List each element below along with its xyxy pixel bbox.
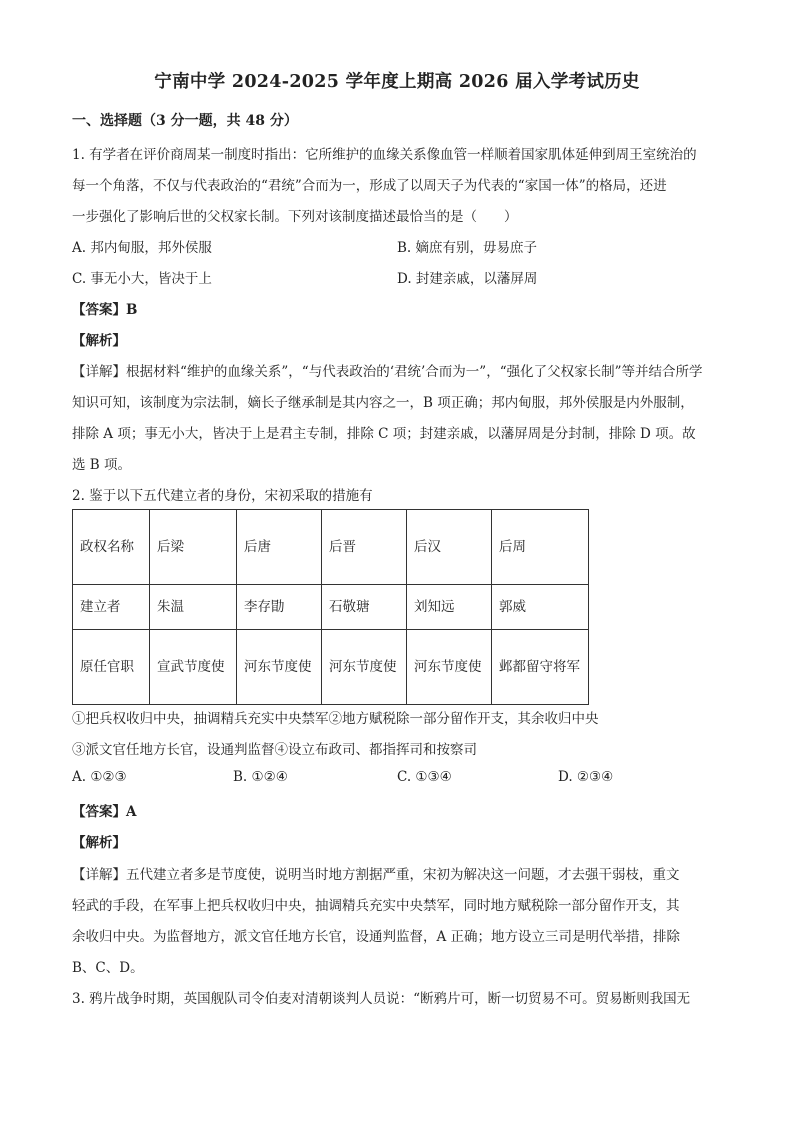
table-cell: 建立者 (73, 585, 150, 630)
question-2-analysis-label: 【解析】 (72, 835, 126, 851)
question-2-option-c: C. ①③④ (397, 769, 452, 785)
table-cell: 河东节度使 (237, 630, 322, 705)
table-cell: 李存勖 (237, 585, 322, 630)
table-cell: 石敬瑭 (322, 585, 407, 630)
table-row (73, 585, 589, 630)
table-cell: 河东节度使 (322, 630, 407, 705)
question-1-stem-line: 一步强化了影响后世的父权家长制。下列对该制度描述最恰当的是（ ） (72, 209, 518, 225)
question-1-option-b: B. 嫡庶有别，毋易庶子 (397, 240, 538, 256)
question-1-analysis-label: 【解析】 (72, 333, 126, 349)
question-2-measure-line: ①把兵权收归中央，抽调精兵充实中央禁军②地方赋税除一部分留作开支，其余收归中央 (72, 711, 599, 727)
table-cell: 郭威 (492, 585, 589, 630)
table-cell: 政权名称 (73, 510, 150, 585)
question-2-option-b: B. ①②④ (233, 769, 288, 785)
table-cell: 朱温 (150, 585, 237, 630)
question-1-detail-line: 【详解】根据材料“维护的血缘关系”，“与代表政治的‘君统’合而为一”，“强化了父权家长制”等并结合所学 (72, 364, 703, 380)
five-dynasties-table (72, 509, 589, 705)
page-title: 宁南中学 2024-2025 学年度上期高 2026 届入学考试历史 (154, 72, 640, 92)
table-cell: 邺都留守将军 (492, 630, 589, 705)
question-2-stem: 2. 鉴于以下五代建立者的身份，宋初采取的措施有 (72, 488, 373, 504)
question-2-detail-line: 余收归中央。为监督地方，派文官任地方长官，设通判监督，A 正确；地方设立三司是明代举措，排除 (72, 929, 681, 945)
question-1-detail-line: 知识可知，该制度为宗法制，嫡长子继承制是其内容之一，B 项正确；邦内甸服，邦外侯服是内外服制， (72, 395, 694, 411)
question-1-option-d: D. 封建亲戚，以藩屏周 (397, 271, 538, 287)
question-2-detail-line: 轻武的手段，在军事上把兵权收归中央，抽调精兵充实中央禁军，同时地方赋税除一部分留作开支，其 (72, 898, 680, 914)
table-cell: 后唐 (237, 510, 322, 585)
question-2-option-d: D. ②③④ (558, 769, 614, 785)
section-header: 一、选择题（3 分一题，共 48 分） (72, 113, 298, 129)
question-1-option-c: C. 事无小大，皆决于上 (72, 271, 212, 287)
question-2-detail-line: B、C、D。 (72, 960, 144, 976)
question-1-stem-line: 1. 有学者在评价商周某一制度时指出：它所维护的血缘关系像血管一样顺着国家肌体延伸到周王室统治的 (72, 147, 697, 163)
table-cell: 刘知远 (407, 585, 492, 630)
question-1-stem-line: 每一个角落，不仅与代表政治的“君统”合而为一，形成了以周天子为代表的“家国一体”的格局，还进 (72, 178, 667, 194)
table-row (73, 630, 589, 705)
question-2-option-a: A. ①②③ (72, 769, 127, 785)
question-2-measure-line: ③派文官任地方长官，设通判监督④设立布政司、都指挥司和按察司 (72, 742, 477, 758)
question-1-detail-line: 选 B 项。 (72, 457, 132, 473)
question-3-stem: 3. 鸦片战争时期，英国舰队司令伯麦对清朝谈判人员说：“断鸦片可，断一切贸易不可。贸易断则我国无 (72, 991, 691, 1007)
table-row (73, 510, 589, 585)
table-cell: 河东节度使 (407, 630, 492, 705)
table-cell: 后周 (492, 510, 589, 585)
question-1-answer: 【答案】B (72, 302, 138, 318)
table-cell: 后晋 (322, 510, 407, 585)
table-cell: 后梁 (150, 510, 237, 585)
question-2-detail-line: 【详解】五代建立者多是节度使，说明当时地方割据严重，宋初为解决这一问题，才去强干弱枝，重文 (72, 867, 680, 883)
table-cell: 原任官职 (73, 630, 150, 705)
question-1-option-a: A. 邦内甸服，邦外侯服 (72, 240, 212, 256)
question-1-detail-line: 排除 A 项；事无小大，皆决于上是君主专制，排除 C 项；封建亲戚，以藩屏周是分封制，排除 D 项。故 (72, 426, 696, 442)
question-2-answer: 【答案】A (72, 804, 137, 820)
table-cell: 后汉 (407, 510, 492, 585)
table-cell: 宣武节度使 (150, 630, 237, 705)
